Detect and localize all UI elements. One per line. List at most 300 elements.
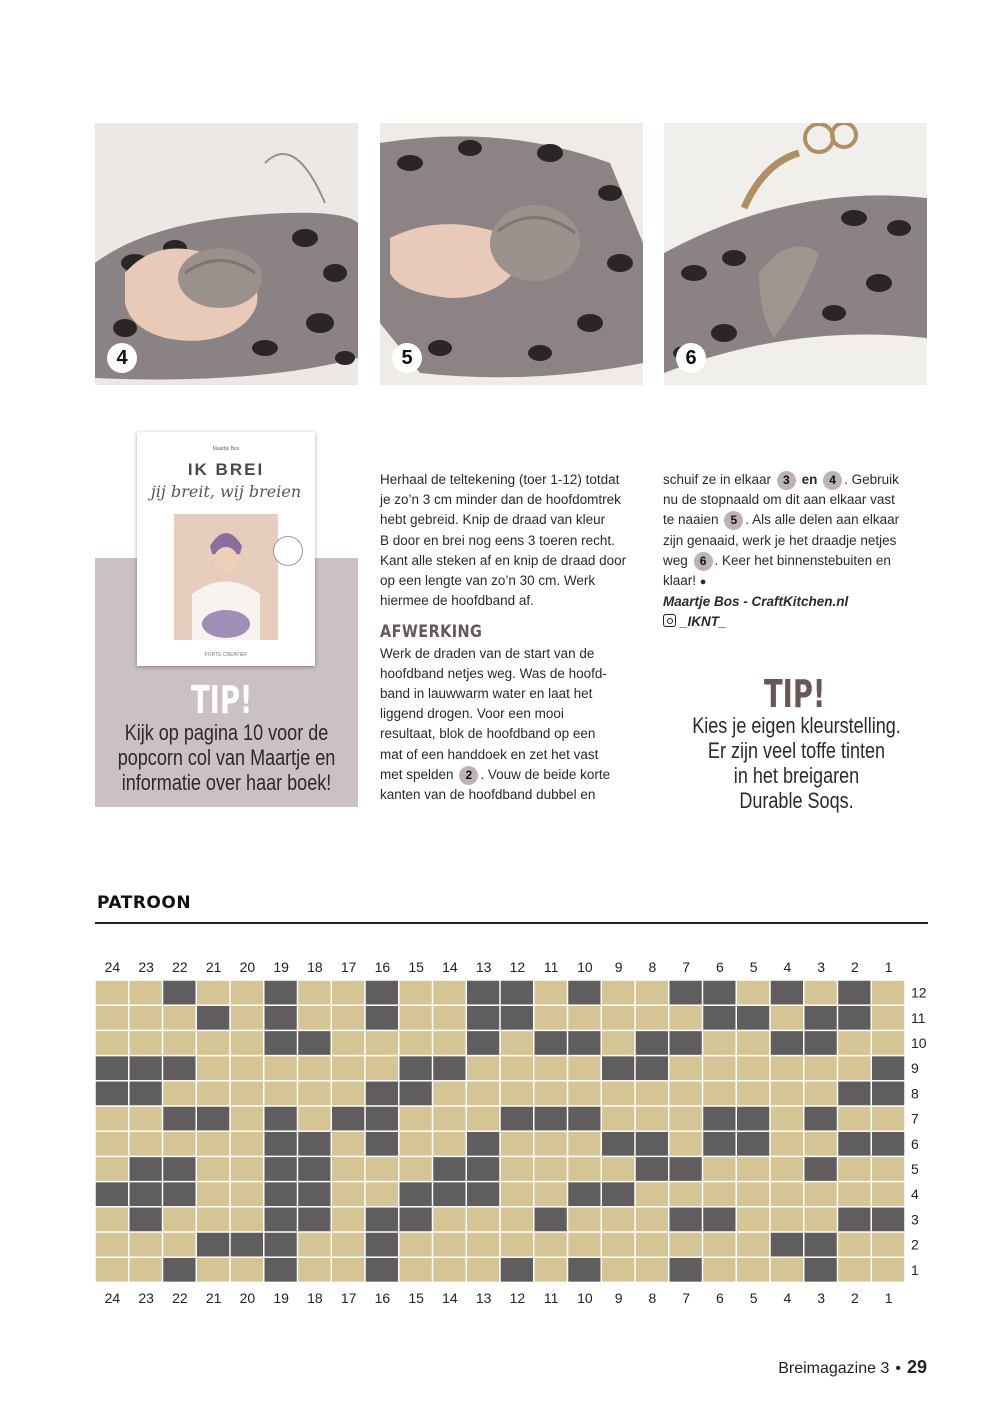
chart-cell-light: [96, 981, 128, 1005]
chart-column-label-bottom: 21: [205, 1290, 222, 1306]
chart-cell-light: [400, 1157, 432, 1181]
chart-cell-light: [298, 1006, 330, 1030]
chart-cell-light: [96, 1157, 128, 1181]
chart-column-label-bottom: 11: [543, 1290, 559, 1306]
chart-cell-light: [130, 981, 162, 1005]
chart-cell-dark: [771, 981, 803, 1005]
chart-cell-light: [670, 1006, 702, 1030]
text-fragment: weg: [663, 552, 688, 568]
text-fragment: te naaien: [663, 512, 719, 528]
chart-cell-light: [366, 1031, 398, 1055]
chart-cell-light: [872, 1182, 904, 1206]
chart-column-label-bottom: 13: [475, 1290, 492, 1306]
chart-cell-dark: [501, 1258, 533, 1282]
tip-text-line: informatie over haar boek!: [121, 770, 332, 795]
chart-cell-dark: [568, 1031, 600, 1055]
chart-cell-light: [332, 1157, 364, 1181]
chart-cell-light: [467, 1056, 499, 1080]
text-line: resultaat, blok de hoofdband op een: [380, 726, 596, 742]
chart-cell-dark: [670, 981, 702, 1005]
step-ref-badge: 4: [823, 471, 842, 490]
text-line: Werk de draden van de start van de: [380, 645, 595, 661]
chart-cell-light: [130, 1006, 162, 1030]
chart-column-label-top: 9: [614, 959, 623, 975]
chart-cell-light: [805, 1056, 837, 1080]
chart-cell-light: [265, 1082, 297, 1106]
chart-column-label-bottom: 17: [340, 1290, 357, 1306]
step-badge: 4: [107, 343, 137, 373]
chart-cell-light: [805, 981, 837, 1005]
chart-cell-dark: [602, 1056, 634, 1080]
chart-column-label-top: 12: [509, 959, 526, 975]
chart-cell-light: [400, 1132, 432, 1156]
chart-cell-light: [467, 1082, 499, 1106]
chart-column-label-top: 22: [172, 959, 188, 975]
chart-cell-light: [568, 1082, 600, 1106]
step-ref-badge: 2: [459, 766, 478, 785]
chart-cell-dark: [838, 1006, 870, 1030]
chart-cell-dark: [197, 1233, 229, 1257]
chart-row-label: 12: [911, 984, 927, 1001]
chart-column-label-bottom: 5: [749, 1290, 758, 1306]
chart-cell-light: [332, 1233, 364, 1257]
chart-cell-light: [501, 1082, 533, 1106]
chart-row-label: 9: [911, 1060, 919, 1077]
chart-cell-dark: [231, 1233, 263, 1257]
chart-cell-dark: [737, 1107, 769, 1131]
chart-cell-light: [771, 1258, 803, 1282]
chart-cell-light: [298, 1082, 330, 1106]
author-credit: Maartje Bos - CraftKitchen.nl: [663, 594, 849, 610]
text-line: hebt gebreid. Knip de draad van kleur: [380, 512, 606, 528]
chart-column-label-bottom: 6: [715, 1290, 724, 1306]
chart-cell-light: [838, 1107, 870, 1131]
chart-cell-light: [568, 1208, 600, 1232]
instagram-text: _IKNT_: [680, 614, 727, 630]
chart-cell-dark: [872, 1132, 904, 1156]
chart-cell-light: [400, 1258, 432, 1282]
chart-cell-light: [872, 1107, 904, 1131]
tip-text-line: in het breigaren: [733, 763, 860, 788]
chart-cell-dark: [636, 1056, 668, 1080]
chart-cell-dark: [467, 1031, 499, 1055]
chart-cell-dark: [265, 1107, 297, 1131]
chart-cell-light: [602, 1233, 634, 1257]
chart-cell-dark: [265, 1182, 297, 1206]
chart-cell-light: [197, 1182, 229, 1206]
chart-cell-light: [703, 1233, 735, 1257]
chart-cell-dark: [838, 981, 870, 1005]
chart-cell-light: [197, 1157, 229, 1181]
chart-cell-light: [265, 1056, 297, 1080]
chart-cell-light: [805, 1082, 837, 1106]
book-author: Maartje Bos: [212, 446, 240, 452]
chart-cell-dark: [366, 1006, 398, 1030]
chart-cell-light: [298, 1107, 330, 1131]
chart-cell-dark: [602, 1182, 634, 1206]
chart-cell-light: [433, 1107, 465, 1131]
text-line: kanten van de hoofdband dubbel en: [380, 787, 596, 803]
chart-cell-light: [636, 981, 668, 1005]
chart-cell-light: [163, 1132, 195, 1156]
text-line: hoofdband netjes weg. Was de hoofd-: [380, 665, 607, 681]
text-line: Herhaal de teltekening (toer 1-12) totdat: [380, 472, 620, 487]
chart-cell-light: [231, 1006, 263, 1030]
chart-cell-light: [433, 1031, 465, 1055]
chart-cell-light: [163, 1233, 195, 1257]
chart-cell-light: [197, 1031, 229, 1055]
chart-cell-light: [771, 1006, 803, 1030]
chart-cell-light: [197, 981, 229, 1005]
chart-cell-dark: [96, 1056, 128, 1080]
chart-cell-light: [535, 1056, 567, 1080]
chart-cell-light: [872, 1031, 904, 1055]
chart-cell-dark: [535, 1208, 567, 1232]
chart-cell-light: [400, 1031, 432, 1055]
chart-column-label-top: 2: [850, 959, 859, 975]
chart-cell-dark: [838, 1208, 870, 1232]
chart-cell-light: [231, 1056, 263, 1080]
step-badge: 6: [676, 343, 706, 373]
chart-cell-dark: [163, 1157, 195, 1181]
chart-column-label-bottom: 15: [408, 1290, 424, 1306]
chart-cell-light: [602, 1208, 634, 1232]
chart-column-label-bottom: 18: [307, 1290, 323, 1306]
chart-cell-light: [737, 1208, 769, 1232]
chart-column-label-top: 1: [884, 959, 893, 975]
chart-cell-light: [231, 1082, 263, 1106]
chart-cell-light: [737, 1056, 769, 1080]
chart-column-label-bottom: 14: [442, 1290, 458, 1306]
chart-cell-dark: [838, 1082, 870, 1106]
chart-cell-light: [636, 1258, 668, 1282]
chart-cell-dark: [163, 1182, 195, 1206]
text-line: B door en brei nog eens 3 toeren recht.: [380, 532, 615, 548]
tip-text-line: Er zijn veel toffe tinten: [707, 738, 886, 763]
chart-cell-light: [771, 1107, 803, 1131]
chart-column-label-bottom: 12: [509, 1290, 526, 1306]
chart-cell-dark: [636, 1132, 668, 1156]
chart-cell-light: [703, 1182, 735, 1206]
chart-row-label: 11: [911, 1009, 926, 1026]
chart-cell-light: [467, 1107, 499, 1131]
chart-cell-light: [703, 1082, 735, 1106]
chart-cell-light: [602, 1107, 634, 1131]
chart-cell-dark: [298, 1208, 330, 1232]
chart-cell-light: [872, 981, 904, 1005]
chart-cell-light: [872, 1157, 904, 1181]
chart-cell-light: [568, 1056, 600, 1080]
chart-column-label-top: 10: [577, 959, 593, 975]
chart-cell-light: [96, 1233, 128, 1257]
chart-cell-light: [636, 1082, 668, 1106]
chart-cell-light: [501, 1031, 533, 1055]
chart-cell-light: [130, 1107, 162, 1131]
chart-cell-dark: [366, 1208, 398, 1232]
chart-column-label-top: 8: [648, 959, 657, 975]
chart-cell-dark: [771, 1031, 803, 1055]
chart-cell-light: [636, 1006, 668, 1030]
chart-column-label-bottom: 8: [648, 1290, 657, 1306]
chart-cell-dark: [703, 1208, 735, 1232]
tip-heading-left: TIP!: [191, 678, 253, 722]
chart-cell-dark: [670, 1157, 702, 1181]
chart-cell-light: [703, 1056, 735, 1080]
chart-column-label-top: 11: [543, 959, 559, 975]
chart-cell-light: [433, 1006, 465, 1030]
text-line: Kant alle steken af en knip de draad door: [380, 552, 627, 568]
chart-cell-light: [670, 1056, 702, 1080]
chart-cell-light: [433, 1132, 465, 1156]
chart-cell-dark: [163, 981, 195, 1005]
chart-cell-light: [872, 1258, 904, 1282]
chart-cell-dark: [298, 1031, 330, 1055]
chart-cell-dark: [366, 1132, 398, 1156]
chart-column-label-top: 6: [715, 959, 724, 975]
chart-cell-light: [197, 1208, 229, 1232]
chart-cell-light: [737, 1233, 769, 1257]
chart-cell-light: [130, 1258, 162, 1282]
chart-cell-dark: [805, 1258, 837, 1282]
chart-cell-dark: [130, 1157, 162, 1181]
chart-cell-light: [535, 981, 567, 1005]
text-fragment: . Als alle delen aan elkaar: [745, 512, 900, 528]
chart-cell-dark: [400, 1082, 432, 1106]
chart-cell-dark: [265, 1157, 297, 1181]
chart-cell-light: [636, 1233, 668, 1257]
chart-cell-light: [501, 1132, 533, 1156]
chart-cell-light: [298, 1056, 330, 1080]
chart-cell-light: [838, 1031, 870, 1055]
chart-cell-light: [636, 1107, 668, 1131]
chart-cell-light: [737, 1182, 769, 1206]
chart-cell-dark: [670, 1031, 702, 1055]
chart-cell-dark: [703, 1107, 735, 1131]
chart-cell-dark: [535, 1031, 567, 1055]
chart-cell-dark: [670, 1258, 702, 1282]
chart-cell-dark: [332, 1107, 364, 1131]
chart-cell-light: [197, 1056, 229, 1080]
chart-cell-light: [501, 1157, 533, 1181]
chart-cell-light: [568, 1157, 600, 1181]
chart-row-label: 2: [911, 1236, 919, 1253]
chart-cell-dark: [467, 1006, 499, 1030]
chart-cell-light: [163, 1208, 195, 1232]
chart-cell-dark: [703, 1006, 735, 1030]
chart-cell-light: [703, 1258, 735, 1282]
chart-cell-light: [602, 1082, 634, 1106]
chart-cell-light: [501, 1208, 533, 1232]
chart-cell-dark: [872, 1056, 904, 1080]
chart-cell-light: [501, 1182, 533, 1206]
chart-cell-dark: [366, 1233, 398, 1257]
chart-cell-light: [231, 981, 263, 1005]
text-line: je zo’n 3 cm minder dan de hoofdomtrek: [380, 492, 621, 508]
chart-cell-light: [130, 1132, 162, 1156]
text-line: nu de stopnaald om dit aan elkaar vast: [663, 492, 895, 508]
chart-cell-dark: [130, 1082, 162, 1106]
chart-cell-light: [737, 1258, 769, 1282]
book-subtitle: jij breit, wij breien: [150, 482, 302, 501]
text-line: band in lauwwarm water en laat het: [380, 686, 593, 702]
chart-cell-dark: [433, 1056, 465, 1080]
chart-cell-light: [737, 1082, 769, 1106]
chart-cell-light: [231, 1031, 263, 1055]
chart-cell-light: [771, 1208, 803, 1232]
chart-cell-light: [602, 1258, 634, 1282]
chart-cell-light: [332, 1056, 364, 1080]
chart-cell-light: [771, 1082, 803, 1106]
text-line: mat of een handdoek en zet het vast: [380, 746, 599, 762]
chart-column-label-bottom: 3: [817, 1290, 826, 1306]
chart-cell-light: [838, 1056, 870, 1080]
step-ref-badge: 3: [777, 471, 796, 490]
chart-column-label-top: 21: [205, 959, 222, 975]
chart-cell-dark: [568, 981, 600, 1005]
chart-cell-light: [298, 1233, 330, 1257]
chart-cell-dark: [96, 1182, 128, 1206]
chart-cell-light: [231, 1258, 263, 1282]
chart-cell-dark: [568, 1182, 600, 1206]
chart-cell-light: [805, 1132, 837, 1156]
text-fragment: en: [801, 472, 818, 487]
chart-cell-light: [332, 981, 364, 1005]
chart-cell-light: [163, 1006, 195, 1030]
chart-column-label-bottom: 9: [614, 1290, 623, 1306]
chart-cell-dark: [366, 1082, 398, 1106]
chart-cell-dark: [298, 1157, 330, 1181]
chart-column-label-top: 14: [442, 959, 458, 975]
tip-text-line: Kijk op pagina 10 voor de: [124, 720, 329, 745]
chart-cell-light: [535, 1082, 567, 1106]
chart-column-label-bottom: 16: [374, 1290, 391, 1306]
chart-column-label-bottom: 7: [682, 1290, 691, 1306]
chart-cell-light: [163, 1082, 195, 1106]
chart-cell-light: [805, 1182, 837, 1206]
chart-cell-dark: [467, 1132, 499, 1156]
chart-cell-dark: [501, 1107, 533, 1131]
chart-cell-light: [737, 1157, 769, 1181]
chart-cell-dark: [805, 1157, 837, 1181]
chart-cell-light: [535, 1006, 567, 1030]
chart-column-label-top: 15: [408, 959, 424, 975]
chart-cell-light: [535, 1132, 567, 1156]
chart-cell-light: [602, 1031, 634, 1055]
chart-cell-light: [501, 1056, 533, 1080]
chart-cell-dark: [568, 1258, 600, 1282]
chart-cell-light: [670, 1082, 702, 1106]
text-fragment: met spelden: [380, 766, 454, 782]
chart-cell-light: [433, 981, 465, 1005]
chart-cell-light: [400, 981, 432, 1005]
chart-cell-dark: [163, 1056, 195, 1080]
subheading-afwerking: AFWERKING: [380, 622, 483, 643]
chart-cell-light: [805, 1208, 837, 1232]
chart-column-label-bottom: 19: [273, 1290, 289, 1306]
chart-cell-light: [771, 1132, 803, 1156]
chart-cell-dark: [163, 1107, 195, 1131]
chart-cell-light: [602, 981, 634, 1005]
chart-row-label: 5: [911, 1161, 919, 1177]
chart-cell-light: [568, 1132, 600, 1156]
chart-cell-dark: [501, 981, 533, 1005]
chart-row-label: 1: [911, 1261, 919, 1278]
chart-cell-light: [400, 1006, 432, 1030]
chart-column-label-top: 13: [475, 959, 492, 975]
page-footer: [778, 1357, 927, 1378]
chart-column-label-top: 20: [239, 959, 256, 975]
chart-row-label: 3: [911, 1211, 919, 1228]
text-fragment: . Vouw de beide korte: [480, 766, 611, 782]
chart-cell-light: [670, 1182, 702, 1206]
chart-cell-light: [231, 1132, 263, 1156]
chart-cell-light: [96, 1132, 128, 1156]
chart-column-label-bottom: 4: [783, 1290, 792, 1306]
chart-cell-light: [670, 1107, 702, 1131]
chart-cell-dark: [467, 981, 499, 1005]
tip-text-line: popcorn col van Maartje en: [117, 745, 336, 770]
chart-cell-dark: [805, 1233, 837, 1257]
chart-cell-light: [737, 1031, 769, 1055]
tip-text-line: Kies je eigen kleurstelling.: [692, 713, 901, 738]
step-ref-badge: 5: [724, 511, 743, 530]
chart-cell-dark: [771, 1233, 803, 1257]
chart-cell-dark: [197, 1107, 229, 1131]
book-title: IK BREI: [187, 460, 265, 479]
chart-cell-light: [96, 1031, 128, 1055]
chart-cell-light: [96, 1208, 128, 1232]
tip-text-line: Durable Soqs.: [739, 788, 854, 813]
text-fragment: schuif ze in elkaar: [663, 472, 772, 487]
chart-column-label-top: 5: [749, 959, 758, 975]
chart-cell-light: [197, 1082, 229, 1106]
chart-cell-light: [535, 1182, 567, 1206]
chart-cell-dark: [265, 1258, 297, 1282]
chart-cell-dark: [366, 981, 398, 1005]
chart-cell-dark: [197, 1006, 229, 1030]
chart-column-label-top: 23: [138, 959, 154, 975]
text-line: hiermee de hoofdband af.: [380, 593, 534, 609]
chart-cell-light: [467, 1208, 499, 1232]
chart-cell-light: [332, 1031, 364, 1055]
chart-column-label-top: 4: [783, 959, 792, 975]
chart-cell-dark: [130, 1208, 162, 1232]
chart-cell-dark: [805, 1107, 837, 1131]
chart-cell-light: [670, 1233, 702, 1257]
chart-cell-light: [838, 1157, 870, 1181]
chart-cell-light: [332, 1006, 364, 1030]
chart-cell-dark: [265, 1006, 297, 1030]
chart-cell-dark: [265, 1031, 297, 1055]
chart-cell-light: [703, 1031, 735, 1055]
chart-cell-dark: [96, 1082, 128, 1106]
chart-cell-dark: [467, 1182, 499, 1206]
book-publisher: FORTE CREATIEF: [204, 652, 248, 658]
text-line: op een lengte van zo’n 30 cm. Werk: [380, 573, 596, 589]
chart-cell-dark: [602, 1132, 634, 1156]
chart-cell-dark: [838, 1132, 870, 1156]
chart-cell-dark: [400, 1182, 432, 1206]
chart-cell-light: [231, 1182, 263, 1206]
chart-cell-light: [332, 1258, 364, 1282]
chart-cell-light: [332, 1082, 364, 1106]
chart-row-label: 7: [911, 1110, 919, 1127]
chart-cell-dark: [400, 1056, 432, 1080]
chart-cell-light: [737, 981, 769, 1005]
chart-cell-light: [163, 1031, 195, 1055]
chart-cell-dark: [636, 1157, 668, 1181]
chart-cell-dark: [298, 1182, 330, 1206]
